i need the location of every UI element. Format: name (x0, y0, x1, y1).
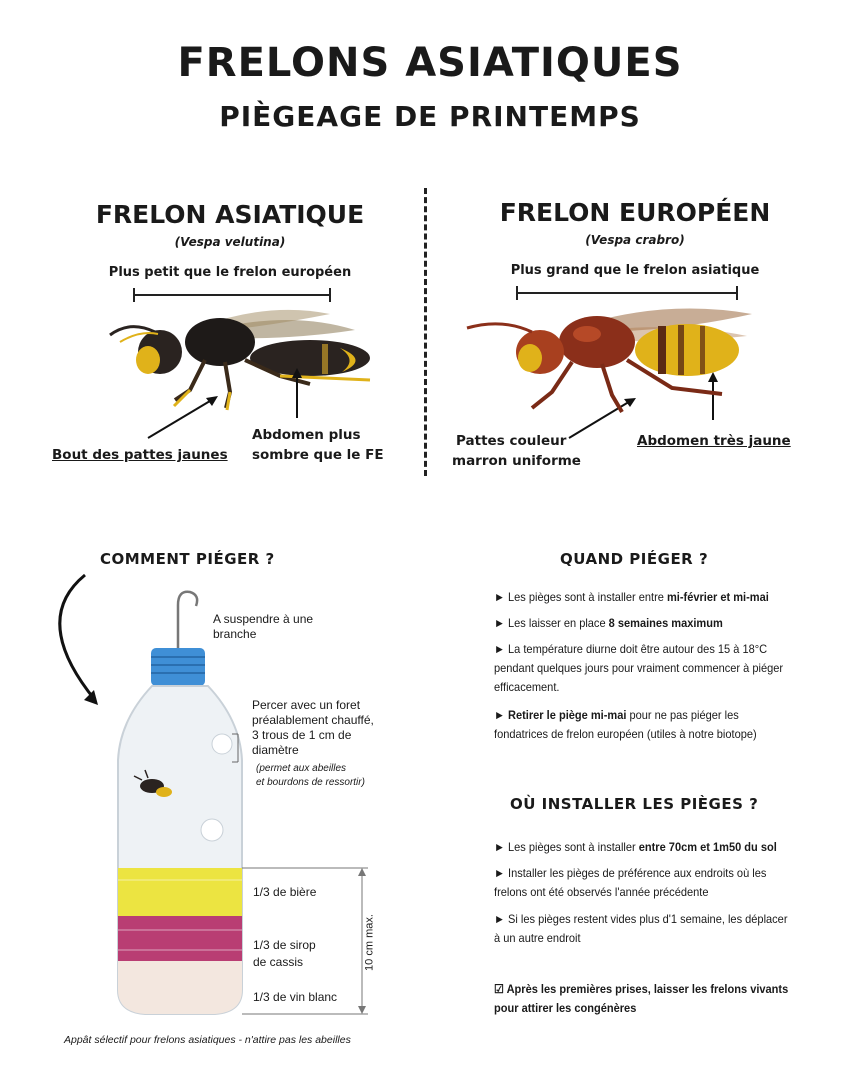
where-bullet-2: ► Installer les pièges de préférence aux endroits où les frelons ont été observés l'année précédente (494, 866, 767, 899)
where-to-install-heading: OÙ INSTALLER LES PIÈGES ? (510, 795, 759, 813)
drill-note-2: préalablement chauffé, (252, 713, 374, 727)
bullet-arrow-icon: ► (494, 866, 505, 880)
asian-size-note: Plus petit que le frelon européen (108, 265, 352, 280)
bullet-arrow-icon: ► (494, 616, 505, 630)
asian-abdomen-label-1: Abdomen plus (252, 427, 361, 443)
bullet-arrow-icon: ► (494, 642, 505, 656)
bullet-arrow-icon: ► (494, 912, 505, 926)
asian-hornet-latin: (Vespa velutina) (174, 235, 286, 249)
drill-note-1: Percer avec un foret (252, 698, 361, 712)
bait-footer-note: Appât sélectif pour frelons asiatiques - n'attire pas les abeilles (64, 1034, 351, 1046)
how-to-trap-heading: COMMENT PIÉGER ? (100, 550, 275, 568)
bullet-arrow-icon: ► (494, 590, 505, 604)
drill-note-sub-2: et bourdons de ressortir) (256, 777, 365, 788)
bullet-arrow-icon: ► (494, 840, 505, 854)
checkbox-icon: ☑ (494, 982, 504, 996)
when-bullet-3: ► La température diurne doit être autour des 15 à 18°C pendant quelques jours pour vraiment commencer à piéger efficacement. (494, 642, 784, 694)
height-label: 10 cm max. (363, 914, 376, 971)
european-legs-label-1: Pattes couleur (456, 433, 567, 449)
when-bullet-4: ► Retirer le piège mi-mai pour ne pas piéger les fondatrices de frelon européen (utiles à notre biotope) (494, 708, 757, 741)
european-hornet-title: FRELON EUROPÉEN (499, 198, 771, 227)
asian-abdomen-label-2: sombre que le FE (252, 447, 384, 463)
drill-note-4: diamètre (252, 743, 299, 757)
european-hornet-latin: (Vespa crabro) (585, 233, 685, 247)
asian-hornet-title: FRELON ASIATIQUE (95, 200, 365, 229)
layer-syrup-label-2: de cassis (253, 955, 304, 969)
when-bullet-2: ► Les laisser en place 8 semaines maximum (494, 616, 723, 630)
asian-legs-label: Bout des pattes jaunes (52, 447, 228, 463)
where-bullet-3: ► Si les pièges restent vides plus d'1 semaine, les déplacer à un autre endroit (494, 912, 788, 945)
where-note: ☑ Après les premières prises, laisser les frelons vivants pour attirer les congénères (494, 982, 789, 1015)
european-size-note: Plus grand que le frelon asiatique (510, 263, 760, 278)
when-bullet-1: ► Les pièges sont à installer entre mi-février et mi-mai (494, 590, 769, 604)
european-abdomen-label: Abdomen très jaune (637, 433, 791, 449)
layer-syrup-label-1: 1/3 de sirop (253, 938, 316, 952)
drill-note-3: 3 trous de 1 cm de (252, 728, 352, 742)
layer-wine-label: 1/3 de vin blanc (253, 990, 338, 1004)
when-to-trap-heading: QUAND PIÉGER ? (560, 550, 709, 568)
drill-note-sub-1: (permet aux abeilles (256, 763, 347, 774)
hang-note-1: A suspendre à une (213, 612, 314, 626)
page-title: FRELONS ASIATIQUES (177, 40, 683, 86)
hang-note-2: branche (213, 627, 257, 641)
page-subtitle: PIÈGEAGE DE PRINTEMPS (219, 100, 641, 133)
bullet-arrow-icon: ► (494, 708, 505, 722)
layer-beer-label: 1/3 de bière (253, 885, 317, 899)
where-bullet-1: ► Les pièges sont à installer entre 70cm et 1m50 du sol (494, 840, 777, 854)
european-legs-label-2: marron uniforme (452, 453, 581, 469)
